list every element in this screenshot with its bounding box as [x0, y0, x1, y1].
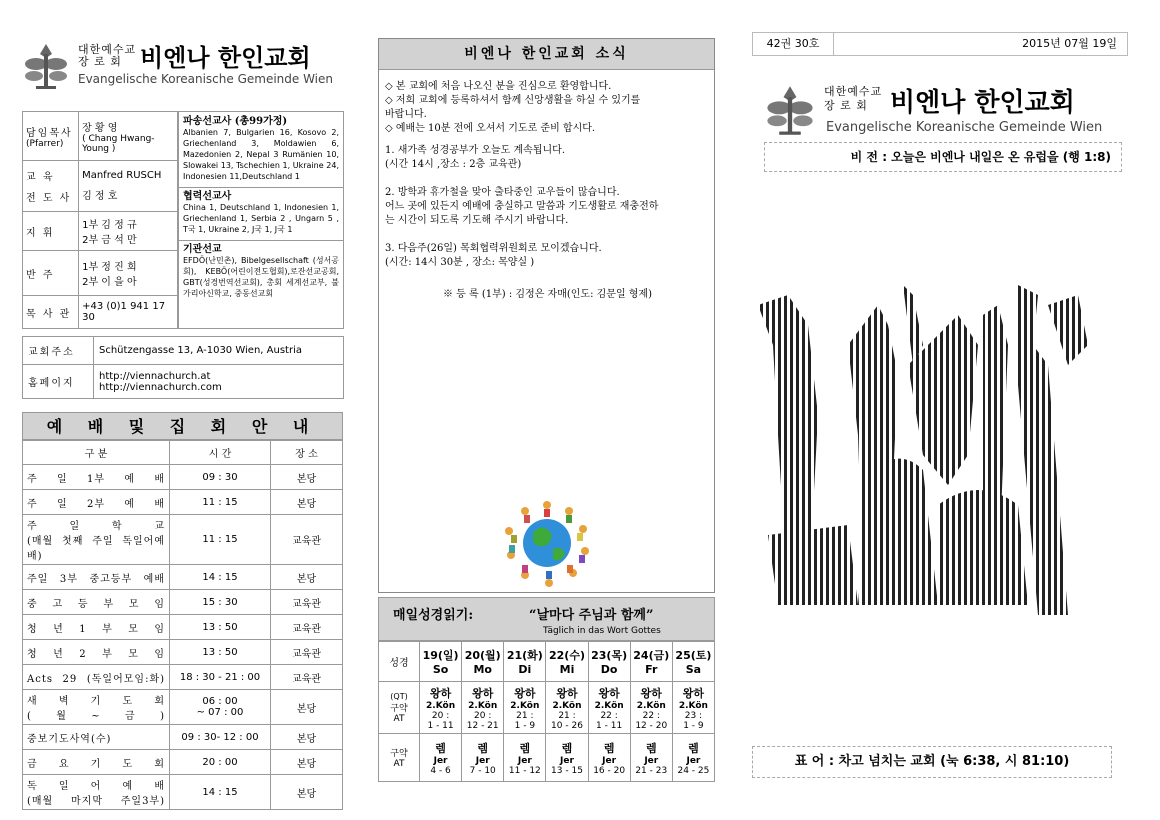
church-logo-icon — [22, 40, 70, 92]
services-header — [23, 441, 343, 465]
bible-qt-cell: 왕하 2.Kön 21 : 10 - 26 — [546, 682, 588, 734]
news-item-2-detail: 어느 곳에 있든지 예배에 충실하고 말씀과 기도생활로 재충전하 — [385, 201, 659, 212]
motto-banner: 표 어 : 차고 넘치는 교회 (눅 6:38, 시 81:10) — [752, 746, 1112, 778]
service-place: 본당 — [271, 490, 343, 515]
bible-qt-cell: 왕하 2.Kön 23 : 1 - 9 — [672, 682, 714, 734]
row-label-head: 성경 — [379, 642, 420, 682]
service-row — [23, 640, 343, 665]
service-time: 14 : 15 — [170, 775, 271, 810]
address-row — [23, 337, 344, 365]
news-item-2: 2. 방학과 휴가철을 맞아 출타중인 교우들이 많습니다. — [385, 187, 620, 198]
left-logo — [22, 38, 352, 98]
service-row — [23, 590, 343, 615]
staff-label: 담임목사 (Pfarrer) — [23, 112, 79, 161]
bible-day-header: 24(금) Fr — [630, 642, 672, 682]
service-place: 본당 — [271, 725, 343, 750]
service-place: 교육관 — [271, 515, 343, 565]
service-time: 13 : 50 — [170, 640, 271, 665]
bible-qt-cell: 왕하 2.Kön 22 : 1 - 11 — [588, 682, 630, 734]
staff-row — [23, 161, 178, 212]
col-header-time: 시 간 — [170, 441, 271, 465]
service-time: 11 : 15 — [170, 490, 271, 515]
website-label: 홈페이지 — [23, 365, 94, 399]
bible-header — [378, 597, 715, 641]
service-place: 교육관 — [271, 665, 343, 690]
service-name: 독 일 어 예 배 (매월 마지막 주일3부) — [23, 775, 170, 810]
issue-date: 2015년 07월 19일 — [1022, 37, 1117, 50]
service-name: 청 년 1 부 모 임 — [23, 615, 170, 640]
col-header-type: 구 분 — [23, 441, 170, 465]
address-value: Schützengasse 13, A-1030 Wien, Austria — [94, 337, 344, 365]
news-body — [379, 70, 714, 302]
service-row — [23, 775, 343, 810]
coop-title: 협력선교사 — [183, 191, 232, 202]
website-row — [23, 365, 344, 399]
service-name: 중보기도사역(수) — [23, 725, 170, 750]
org-name-2: 장 로 회 — [78, 55, 122, 68]
staff-table — [22, 111, 178, 329]
website-link-2[interactable]: http://viennachurch.com — [99, 381, 222, 393]
services-table — [22, 440, 343, 810]
news-item-2-detail: 는 시간이 되도록 기도해 주시기 바랍니다. — [385, 215, 569, 226]
service-place: 본당 — [271, 690, 343, 725]
bible-day-row — [379, 642, 715, 682]
org-name-2: 장 로 회 — [824, 99, 868, 112]
church-name-german: Evangelische Koreanische Gemeinde Wien — [826, 120, 1103, 135]
vision-banner: 비 전 : 오늘은 비엔나 내일은 온 유럽을 (행 1:8) — [764, 142, 1122, 172]
service-name: Acts 29 (독일어모임:화) — [23, 665, 170, 690]
bible-title-quote: “날마다 주님과 함께” — [529, 608, 654, 623]
news-intro: ◇ 본 교회에 처음 나오신 분을 진심으로 환영합니다. — [385, 81, 612, 92]
services-title: 예 배 및 집 회 안 내 — [22, 412, 343, 440]
org-name-1: 대한예수교 — [78, 43, 137, 56]
staff-value: 1부 정 진 희 2부 이 을 아 — [79, 251, 178, 296]
service-row — [23, 750, 343, 775]
news-title: 비엔나 한인교회 소식 — [379, 39, 714, 70]
service-time: 09 : 30- 12 : 00 — [170, 725, 271, 750]
issue-volume: 42권 30호 — [753, 33, 834, 55]
bible-qt-cell: 왕하 2.Kön 22 : 12 - 20 — [630, 682, 672, 734]
coop-text: China 1, Deutschland 1, Indonesien 1, Griechenland 1, Serbia 2 , Ungarn 5 , T국 1, Ukraine 2, J국 1, J국 1 — [183, 203, 339, 234]
staff-row — [23, 251, 178, 296]
org-title: 기관선교 — [183, 244, 222, 255]
service-name: 금 요 기 도 회 — [23, 750, 170, 775]
staff-value: +43 (0)1 941 17 30 — [79, 296, 178, 329]
bible-ot-cell: 렘 Jer 21 - 23 — [630, 734, 672, 782]
news-intro: ◇ 저희 교회에 등록하셔서 함께 신앙생활을 하실 수 있기를 — [385, 95, 641, 106]
staff-label: 반 주 — [23, 251, 79, 296]
news-item-1: 1. 새가족 성경공부가 오늘도 계속됩니다. — [385, 145, 565, 156]
church-name-korean: 비엔나 한인교회 — [140, 44, 311, 72]
staff-label: 교 육 전 도 사 — [23, 161, 79, 212]
website-value — [94, 365, 344, 399]
staff-value: Manfred RUSCH 김 정 호 — [79, 161, 178, 212]
bible-reading-panel — [378, 597, 715, 787]
bible-day-header: 20(월) Mo — [462, 642, 504, 682]
service-row — [23, 725, 343, 750]
staff-label: 지 휘 — [23, 212, 79, 251]
bible-qt-cell: 왕하 2.Kön 20 : 1 - 11 — [420, 682, 462, 734]
bible-ot-cell: 렘 Jer 24 - 25 — [672, 734, 714, 782]
staff-row — [23, 296, 178, 329]
bible-qt-row — [379, 682, 715, 734]
org-text: EFDÖ(난민촌), Bibelgesellschaft (성서공회), KEBÖ(어린이전도협회),로잔선교공회, GBT(성경번역선교회), 총회 세계선교부, 불가리아신학교, 중동선교회 — [183, 256, 339, 298]
service-row — [23, 565, 343, 590]
news-item-3: 3. 다음주(26일) 목회협력위원회로 모이겠습니다. — [385, 243, 602, 254]
service-row — [23, 515, 343, 565]
bible-day-header: 23(목) Do — [588, 642, 630, 682]
service-place: 교육관 — [271, 590, 343, 615]
address-label: 교회주소 — [23, 337, 94, 365]
service-time: 06 : 00 ~ 07 : 00 — [170, 690, 271, 725]
service-time: 13 : 50 — [170, 615, 271, 640]
mission-text: Albanien 7, Bulgarien 16, Kosovo 2, Griechenland 3, Moldawien 6, Mazedonien 2, Nepal 3 Rumänien 10, Slowakei 13, Tschechien 1, Ukraine 24, Indonesien 11,Deutschland 1 — [183, 128, 339, 181]
bible-day-header: 22(수) Mi — [546, 642, 588, 682]
service-place: 교육관 — [271, 640, 343, 665]
right-logo — [764, 80, 1124, 140]
news-intro: ◇ 예배는 10분 전에 오셔서 기도로 준비 합시다. — [385, 123, 596, 134]
staff-value: 장 황 영 ( Chang Hwang-Young ) — [79, 112, 178, 161]
staff-row — [23, 212, 178, 251]
bible-ot-cell: 렘 Jer 4 - 6 — [420, 734, 462, 782]
row-label-qt: (QT) 구약 AT — [379, 682, 420, 734]
bible-subtitle: Täglich in das Wort Gottes — [543, 626, 661, 636]
service-row — [23, 690, 343, 725]
service-row — [23, 665, 343, 690]
service-place: 본당 — [271, 465, 343, 490]
bible-day-header: 19(일) So — [420, 642, 462, 682]
services-section — [22, 412, 343, 810]
service-place: 본당 — [271, 565, 343, 590]
praise-figures-illustration — [748, 285, 1128, 635]
org-name-1: 대한예수교 — [824, 85, 883, 98]
staff-label: 목 사 관 — [23, 296, 79, 329]
service-time: 15 : 30 — [170, 590, 271, 615]
bible-ot-cell: 렘 Jer 11 - 12 — [504, 734, 546, 782]
bible-ot-cell: 렘 Jer 13 - 15 — [546, 734, 588, 782]
service-row — [23, 465, 343, 490]
bible-day-header: 21(화) Di — [504, 642, 546, 682]
staff-row — [23, 112, 178, 161]
service-time: 11 : 15 — [170, 515, 271, 565]
service-time: 20 : 00 — [170, 750, 271, 775]
mission-title: 파송선교사 (총99가정) — [183, 116, 288, 127]
service-place: 교육관 — [271, 615, 343, 640]
row-label-ot: 구약 AT — [379, 734, 420, 782]
bible-qt-cell: 왕하 2.Kön 20 : 12 - 21 — [462, 682, 504, 734]
news-item-1-detail: (시간 14시 ,장소 : 2층 교육관) — [385, 159, 522, 170]
bible-table — [378, 641, 715, 782]
staff-section — [22, 111, 344, 329]
church-name-korean: 비엔나 한인교회 — [890, 88, 1075, 118]
church-logo-icon — [764, 82, 816, 138]
bible-day-header: 25(토) Sa — [672, 642, 714, 682]
service-time: 18 : 30 - 21 : 00 — [170, 665, 271, 690]
service-time: 09 : 30 — [170, 465, 271, 490]
service-row — [23, 490, 343, 515]
staff-value: 1부 김 정 규 2부 금 석 만 — [79, 212, 178, 251]
service-place: 본당 — [271, 775, 343, 810]
issue-bar — [752, 32, 1128, 56]
address-table — [22, 336, 344, 399]
bible-title: 매일성경읽기: — [393, 608, 474, 623]
registration-note: ※ 등 록 (1부) : 김정은 자매(인도: 김문일 형제) — [442, 289, 653, 300]
bible-qt-cell: 왕하 2.Kön 21 : 1 - 9 — [504, 682, 546, 734]
col-header-place: 장 소 — [271, 441, 343, 465]
service-time: 14 : 15 — [170, 565, 271, 590]
service-name: 주 일 1부 예 배 — [23, 465, 170, 490]
service-name: 청 년 2 부 모 임 — [23, 640, 170, 665]
service-name: 주 일 2부 예 배 — [23, 490, 170, 515]
bible-ot-cell: 렘 Jer 7 - 10 — [462, 734, 504, 782]
service-name: 주일 3부 중고등부 예배 — [23, 565, 170, 590]
missions-box — [178, 111, 344, 329]
news-intro: 바랍니다. — [385, 109, 427, 120]
service-place: 본당 — [271, 750, 343, 775]
bible-ot-cell: 렘 Jer 16 - 20 — [588, 734, 630, 782]
website-link-1[interactable]: http://viennachurch.at — [99, 370, 211, 382]
bible-ot-row — [379, 734, 715, 782]
globe-children-illustration — [497, 493, 597, 593]
service-name: 새 벽 기 도 회 ( 월 ~ 금 ) — [23, 690, 170, 725]
news-panel — [378, 38, 715, 593]
news-item-3-detail: (시간: 14시 30분 , 장소: 목양실 ) — [385, 257, 535, 268]
service-name: 중 고 등 부 모 임 — [23, 590, 170, 615]
church-name-german: Evangelische Koreanische Gemeinde Wien — [78, 72, 334, 86]
service-name: 주 일 학 교 (매월 첫째 주일 독일어예배) — [23, 515, 170, 565]
service-row — [23, 615, 343, 640]
